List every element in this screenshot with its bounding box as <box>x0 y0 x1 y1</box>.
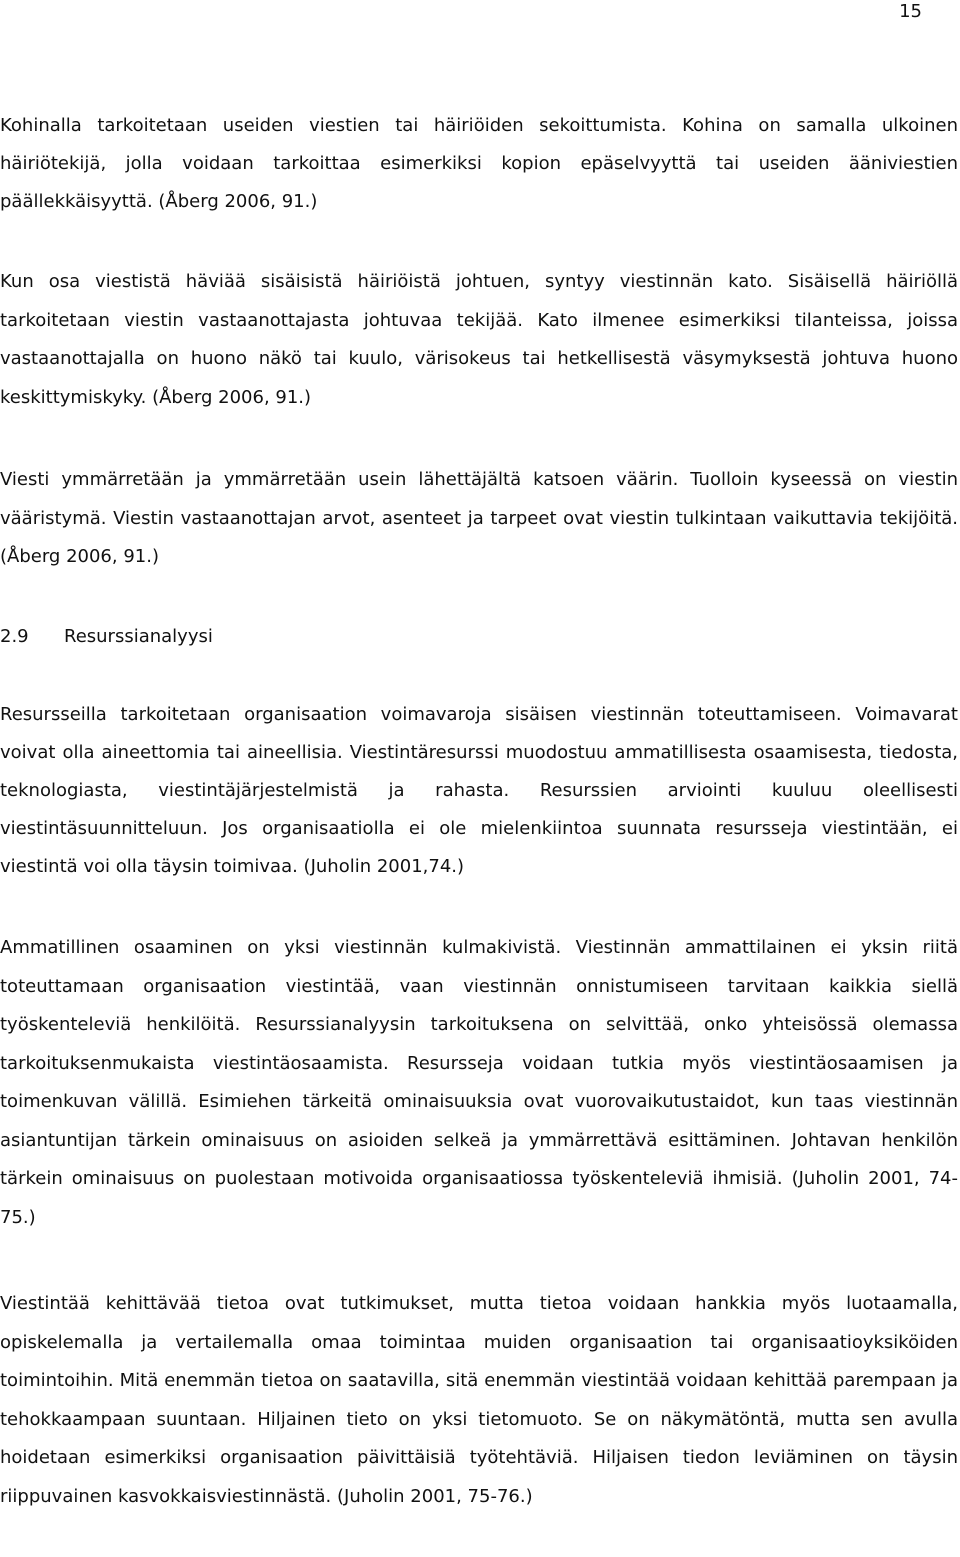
section-number: 2.9 <box>0 626 29 647</box>
page-number: 15 <box>899 1 922 22</box>
paragraph-resurssit: Resursseilla tarkoitetaan organisaation voimavaroja sisäisen viestinnän toteuttamiseen. Voimavarat voivat olla aineettomia tai aineellisia. Viestintäresurssi muodostuu ammatillisesta osaamisesta, tiedosta, teknologiasta, viestintäjärjestelmistä ja rahasta. Resurssien arviointi kuuluu oleellisesti viestintäsuunnitteluun. Jos organisaatiolla ei ole mielenkiintoa suunnata resursseja viestintään, ei viestintä voi olla täysin toimivaa. (Juholin 2001,74.) <box>0 704 958 877</box>
section-heading <box>0 618 213 656</box>
paragraph-ammatillinen-osaaminen: Ammatillinen osaaminen on yksi viestinnän kulmakivistä. Viestinnän ammattilainen ei yksin riitä toteuttamaan organisaation viestintää, vaan viestinnän onnistumiseen tarvitaan kaikkia siellä työskenteleviä henkilöitä. Resurssianalyysin tarkoituksena on selvittää, onko yhteisössä olemassa tarkoituksenmukaista viestintäosaamista. Resursseja voidaan tutkia myös viestintäosaamisen ja toimenkuvan välillä. Esimiehen tärkeitä ominaisuuksia ovat vuorovaikutustaidot, kun taas viestinnän asiantuntijan tärkein ominaisuus on asioiden selkeä ja ymmärrettävä esittäminen. Johtavan henkilön tärkein ominaisuus on puolestaan motivoida organisaatiossa työskenteleviä ihmisiä. (Juholin 2001, 74-75.) <box>0 937 958 1228</box>
paragraph-kehittava-tieto: Viestintää kehittävää tietoa ovat tutkimukset, mutta tietoa voidaan hankkia myös luotaamalla, opiskelemalla ja vertailemalla omaa toimintaa muiden organisaation tai organisaatioyksiköiden toimintoihin. Mitä enemmän tietoa on saatavilla, sitä enemmän viestintää voidaan kehittää parempaan ja tehokkaampaan suuntaan. Hiljainen tieto on yksi tietomuoto. Se on näkymätöntä, mutta sen avulla hoidetaan esimerkiksi organisaation päivittäisiä työtehtäviä. Hiljaisen tiedon leviäminen on täysin riippuvainen kasvokkaisviestinnästä. (Juholin 2001, 75-76.) <box>0 1293 958 1507</box>
paragraph-vaaristyma: Viesti ymmärretään ja ymmärretään usein lähettäjältä katsoen väärin. Tuolloin kyseessä on viestin vääristymä. Viestin vastaanottajan arvot, asenteet ja tarpeet ovat viestin tulkintaan vaikuttavia tekijöitä. (Åberg 2006, 91.) <box>0 469 958 567</box>
paragraph-kohina: Kohinalla tarkoitetaan useiden viestien tai häiriöiden sekoittumista. Kohina on samalla ulkoinen häiriötekijä, jolla voidaan tarkoittaa esimerkiksi kopion epäselvyyttä tai useiden ääniviestien päällekkäisyyttä. (Åberg 2006, 91.) <box>0 115 958 212</box>
section-title: Resurssianalyysi <box>64 626 213 647</box>
paragraph-kato: Kun osa viestistä häviää sisäisistä häiriöistä johtuen, syntyy viestinnän kato. Sisäisellä häiriöllä tarkoitetaan viestin vastaanottajasta johtuvaa tekijää. Kato ilmenee esimerkiksi tilanteissa, joissa vastaanottajalla on huono näkö tai kuulo, värisokeus tai hetkellisestä väsymyksestä johtuva huono keskittymiskyky. (Åberg 2006, 91.) <box>0 271 958 408</box>
